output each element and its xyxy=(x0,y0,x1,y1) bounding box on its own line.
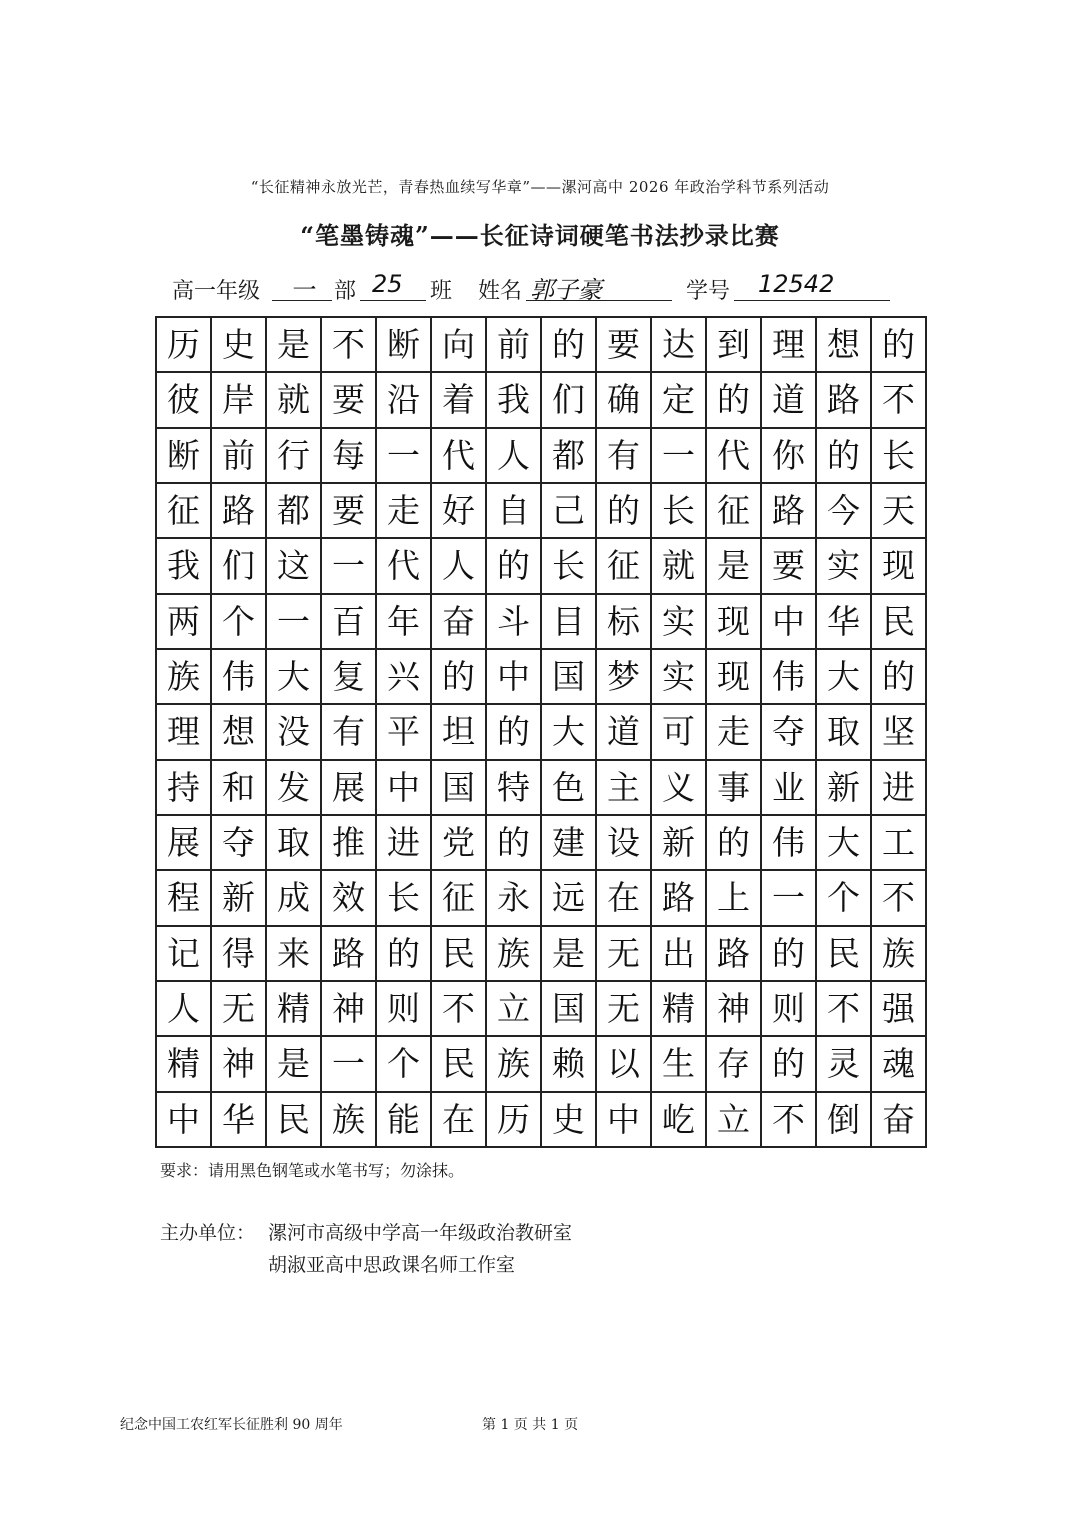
grid-cell: 个 xyxy=(212,595,267,650)
grid-cell: 历 xyxy=(487,1093,542,1148)
grid-cell: 业 xyxy=(762,761,817,816)
student-id-underline xyxy=(734,300,890,301)
grid-cell: 的 xyxy=(872,318,927,373)
grid-cell: 就 xyxy=(267,373,322,428)
grid-cell: 可 xyxy=(652,705,707,760)
grid-cell: 史 xyxy=(212,318,267,373)
grid-cell: 设 xyxy=(597,816,652,871)
grade-label: 高一年级 xyxy=(172,279,261,304)
grid-cell: 复 xyxy=(322,650,377,705)
grid-cell: 长 xyxy=(872,429,927,484)
grid-cell: 一 xyxy=(652,429,707,484)
grid-cell: 路 xyxy=(707,927,762,982)
grid-cell: 们 xyxy=(212,539,267,594)
grid-cell: 民 xyxy=(817,927,872,982)
grid-cell: 义 xyxy=(652,761,707,816)
grid-cell: 坚 xyxy=(872,705,927,760)
grid-cell: 的 xyxy=(762,1037,817,1092)
grid-cell: 神 xyxy=(212,1037,267,1092)
grid-cell: 都 xyxy=(542,429,597,484)
grid-cell: 倒 xyxy=(817,1093,872,1148)
grid-cell: 好 xyxy=(432,484,487,539)
grid-cell: 新 xyxy=(652,816,707,871)
grid-cell: 大 xyxy=(817,650,872,705)
grid-cell: 永 xyxy=(487,871,542,926)
grid-cell: 色 xyxy=(542,761,597,816)
grid-cell: 伟 xyxy=(212,650,267,705)
grid-cell: 奋 xyxy=(872,1093,927,1148)
grid-cell: 华 xyxy=(212,1093,267,1148)
grid-cell: 是 xyxy=(267,1037,322,1092)
grid-cell: 不 xyxy=(872,373,927,428)
grid-cell: 在 xyxy=(597,871,652,926)
grid-cell: 历 xyxy=(157,318,212,373)
grid-cell: 沿 xyxy=(377,373,432,428)
grid-cell: 不 xyxy=(762,1093,817,1148)
grid-cell: 道 xyxy=(597,705,652,760)
grid-cell: 族 xyxy=(322,1093,377,1148)
grid-cell: 到 xyxy=(707,318,762,373)
grid-cell: 这 xyxy=(267,539,322,594)
grid-cell: 长 xyxy=(652,484,707,539)
grid-cell: 存 xyxy=(707,1037,762,1092)
grid-cell: 实 xyxy=(652,650,707,705)
grid-cell: 的 xyxy=(707,373,762,428)
grid-cell: 无 xyxy=(597,982,652,1037)
grid-cell: 就 xyxy=(652,539,707,594)
grid-cell: 你 xyxy=(762,429,817,484)
grid-cell: 党 xyxy=(432,816,487,871)
grid-cell: 伟 xyxy=(762,816,817,871)
grid-cell: 长 xyxy=(542,539,597,594)
grid-cell: 成 xyxy=(267,871,322,926)
student-info-row xyxy=(172,270,912,306)
grid-cell: 立 xyxy=(707,1093,762,1148)
grid-cell: 的 xyxy=(707,816,762,871)
class-underline xyxy=(360,300,426,301)
grid-cell: 无 xyxy=(212,982,267,1037)
grid-cell: 中 xyxy=(157,1093,212,1148)
grid-cell: 天 xyxy=(872,484,927,539)
grid-cell: 效 xyxy=(322,871,377,926)
grid-cell: 断 xyxy=(377,318,432,373)
event-subtitle: “长征精神永放光芒，青春热血续写华章”——漯河高中 2026 年政治学科节系列活动 xyxy=(250,178,830,196)
grid-cell: 想 xyxy=(817,318,872,373)
grid-cell: 征 xyxy=(707,484,762,539)
name-value: 郭子豪 xyxy=(530,276,602,304)
grid-cell: 们 xyxy=(542,373,597,428)
grid-cell: 路 xyxy=(817,373,872,428)
grid-cell: 精 xyxy=(267,982,322,1037)
grid-cell: 族 xyxy=(157,650,212,705)
grid-cell: 神 xyxy=(707,982,762,1037)
division-label: 部 xyxy=(334,279,357,304)
grid-cell: 的 xyxy=(542,318,597,373)
grid-cell: 强 xyxy=(872,982,927,1037)
grid-cell: 实 xyxy=(652,595,707,650)
grid-cell: 路 xyxy=(322,927,377,982)
grid-cell: 走 xyxy=(707,705,762,760)
grid-cell: 立 xyxy=(487,982,542,1037)
student-id-value: 12542 xyxy=(758,270,835,298)
grid-cell: 没 xyxy=(267,705,322,760)
class-label: 班 xyxy=(430,279,453,304)
grid-cell: 远 xyxy=(542,871,597,926)
grid-cell: 标 xyxy=(597,595,652,650)
grid-cell: 理 xyxy=(157,705,212,760)
grid-cell: 的 xyxy=(487,539,542,594)
grid-cell: 都 xyxy=(267,484,322,539)
grid-cell: 确 xyxy=(597,373,652,428)
grid-cell: 则 xyxy=(377,982,432,1037)
grid-cell: 代 xyxy=(377,539,432,594)
grid-cell: 道 xyxy=(762,373,817,428)
grid-cell: 以 xyxy=(597,1037,652,1092)
grid-cell: 精 xyxy=(157,1037,212,1092)
grid-cell: 达 xyxy=(652,318,707,373)
sponsor-line-2: 胡淑亚高中思政课名师工作室 xyxy=(268,1254,516,1276)
grid-cell: 一 xyxy=(377,429,432,484)
grid-cell: 新 xyxy=(817,761,872,816)
grid-cell: 目 xyxy=(542,595,597,650)
grid-cell: 进 xyxy=(377,816,432,871)
grid-cell: 要 xyxy=(322,484,377,539)
grid-cell: 事 xyxy=(707,761,762,816)
grid-cell: 一 xyxy=(322,539,377,594)
grid-cell: 族 xyxy=(487,1037,542,1092)
grid-cell: 岸 xyxy=(212,373,267,428)
grid-cell: 兴 xyxy=(377,650,432,705)
grid-cell: 大 xyxy=(542,705,597,760)
grid-cell: 现 xyxy=(707,595,762,650)
grid-cell: 国 xyxy=(432,761,487,816)
grid-cell: 是 xyxy=(542,927,597,982)
grid-cell: 和 xyxy=(212,761,267,816)
grid-cell: 两 xyxy=(157,595,212,650)
grid-cell: 推 xyxy=(322,816,377,871)
grid-cell: 是 xyxy=(267,318,322,373)
grid-cell: 中 xyxy=(377,761,432,816)
grid-cell: 一 xyxy=(322,1037,377,1092)
grid-cell: 族 xyxy=(872,927,927,982)
page-number: 第 1 页 共 1 页 xyxy=(482,1417,579,1433)
grid-cell: 奋 xyxy=(432,595,487,650)
grid-cell: 是 xyxy=(707,539,762,594)
grid-cell: 现 xyxy=(872,539,927,594)
page-title: “笔墨铸魂”——长征诗词硬笔书法抄录比赛 xyxy=(300,221,780,250)
grid-cell: 的 xyxy=(817,429,872,484)
grid-cell: 伟 xyxy=(762,650,817,705)
grid-cell: 每 xyxy=(322,429,377,484)
grid-cell: 要 xyxy=(762,539,817,594)
grid-cell: 华 xyxy=(817,595,872,650)
grid-cell: 展 xyxy=(322,761,377,816)
grid-cell: 梦 xyxy=(597,650,652,705)
grid-cell: 征 xyxy=(597,539,652,594)
requirement-note: 要求：请用黑色钢笔或水笔书写；勿涂抹。 xyxy=(160,1161,465,1180)
grid-cell: 国 xyxy=(542,982,597,1037)
student-id-label: 学号 xyxy=(686,279,731,304)
grid-cell: 路 xyxy=(762,484,817,539)
grid-cell: 新 xyxy=(212,871,267,926)
grid-cell: 代 xyxy=(707,429,762,484)
grid-cell: 不 xyxy=(322,318,377,373)
grid-cell: 的 xyxy=(432,650,487,705)
grid-cell: 建 xyxy=(542,816,597,871)
division-value: 一 xyxy=(290,276,314,304)
grid-cell: 民 xyxy=(872,595,927,650)
grid-cell: 征 xyxy=(157,484,212,539)
grid-cell: 斗 xyxy=(487,595,542,650)
grid-cell: 不 xyxy=(817,982,872,1037)
grid-cell: 己 xyxy=(542,484,597,539)
grid-cell: 前 xyxy=(212,429,267,484)
grid-cell: 特 xyxy=(487,761,542,816)
grid-cell: 出 xyxy=(652,927,707,982)
grid-cell: 一 xyxy=(267,595,322,650)
grid-cell: 夺 xyxy=(212,816,267,871)
grid-cell: 长 xyxy=(377,871,432,926)
writing-grid xyxy=(155,316,927,1148)
grid-cell: 无 xyxy=(597,927,652,982)
grid-cell: 能 xyxy=(377,1093,432,1148)
grid-cell: 民 xyxy=(267,1093,322,1148)
grid-cell: 平 xyxy=(377,705,432,760)
grid-cell: 则 xyxy=(762,982,817,1037)
grid-cell: 实 xyxy=(817,539,872,594)
grid-cell: 个 xyxy=(817,871,872,926)
grid-cell: 赖 xyxy=(542,1037,597,1092)
grid-cell: 民 xyxy=(432,1037,487,1092)
grid-cell: 得 xyxy=(212,927,267,982)
grid-cell: 人 xyxy=(432,539,487,594)
grid-cell: 人 xyxy=(487,429,542,484)
grid-cell: 不 xyxy=(432,982,487,1037)
grid-cell: 有 xyxy=(322,705,377,760)
grid-cell: 民 xyxy=(432,927,487,982)
grid-cell: 的 xyxy=(487,705,542,760)
grid-cell: 上 xyxy=(707,871,762,926)
grid-cell: 我 xyxy=(487,373,542,428)
grid-cell: 行 xyxy=(267,429,322,484)
grid-cell: 定 xyxy=(652,373,707,428)
grid-cell: 的 xyxy=(597,484,652,539)
grid-cell: 着 xyxy=(432,373,487,428)
grid-cell: 路 xyxy=(212,484,267,539)
grid-cell: 来 xyxy=(267,927,322,982)
grid-cell: 今 xyxy=(817,484,872,539)
grid-cell: 想 xyxy=(212,705,267,760)
grid-cell: 生 xyxy=(652,1037,707,1092)
grid-cell: 现 xyxy=(707,650,762,705)
grid-cell: 展 xyxy=(157,816,212,871)
grid-cell: 取 xyxy=(817,705,872,760)
sponsor-line-1: 漯河市高级中学高一年级政治教研室 xyxy=(268,1222,573,1244)
grid-cell: 的 xyxy=(762,927,817,982)
grid-cell: 神 xyxy=(322,982,377,1037)
grid-cell: 要 xyxy=(322,373,377,428)
grid-cell: 向 xyxy=(432,318,487,373)
grid-cell: 工 xyxy=(872,816,927,871)
grid-cell: 代 xyxy=(432,429,487,484)
grid-cell: 人 xyxy=(157,982,212,1037)
grid-cell: 理 xyxy=(762,318,817,373)
grid-cell: 年 xyxy=(377,595,432,650)
grid-cell: 取 xyxy=(267,816,322,871)
grid-cell: 的 xyxy=(872,650,927,705)
grid-cell: 大 xyxy=(267,650,322,705)
name-label: 姓名 xyxy=(478,279,523,304)
grid-cell: 进 xyxy=(872,761,927,816)
grid-cell: 魂 xyxy=(872,1037,927,1092)
grid-cell: 百 xyxy=(322,595,377,650)
grid-cell: 夺 xyxy=(762,705,817,760)
grid-cell: 持 xyxy=(157,761,212,816)
grid-cell: 在 xyxy=(432,1093,487,1148)
grid-cell: 有 xyxy=(597,429,652,484)
grid-cell: 走 xyxy=(377,484,432,539)
grid-cell: 中 xyxy=(762,595,817,650)
grid-cell: 灵 xyxy=(817,1037,872,1092)
grid-cell: 路 xyxy=(652,871,707,926)
grid-cell: 中 xyxy=(487,650,542,705)
grid-cell: 的 xyxy=(487,816,542,871)
grid-cell: 断 xyxy=(157,429,212,484)
grid-cell: 主 xyxy=(597,761,652,816)
grid-cell: 大 xyxy=(817,816,872,871)
grid-cell: 前 xyxy=(487,318,542,373)
class-value: 25 xyxy=(372,270,403,298)
grid-cell: 程 xyxy=(157,871,212,926)
grid-cell: 记 xyxy=(157,927,212,982)
grid-cell: 屹 xyxy=(652,1093,707,1148)
grid-cell: 个 xyxy=(377,1037,432,1092)
grid-cell: 彼 xyxy=(157,373,212,428)
grid-cell: 族 xyxy=(487,927,542,982)
grid-cell: 不 xyxy=(872,871,927,926)
footer-commemoration: 纪念中国工农红军长征胜利 90 周年 xyxy=(120,1417,343,1433)
grid-cell: 史 xyxy=(542,1093,597,1148)
grid-cell: 国 xyxy=(542,650,597,705)
grid-cell: 的 xyxy=(377,927,432,982)
grid-cell: 中 xyxy=(597,1093,652,1148)
grid-cell: 我 xyxy=(157,539,212,594)
grid-cell: 发 xyxy=(267,761,322,816)
grid-cell: 坦 xyxy=(432,705,487,760)
grid-cell: 精 xyxy=(652,982,707,1037)
grid-cell: 一 xyxy=(762,871,817,926)
sponsor-label: 主办单位： xyxy=(160,1222,256,1244)
grid-cell: 征 xyxy=(432,871,487,926)
grid-cell: 自 xyxy=(487,484,542,539)
grid-cell: 要 xyxy=(597,318,652,373)
